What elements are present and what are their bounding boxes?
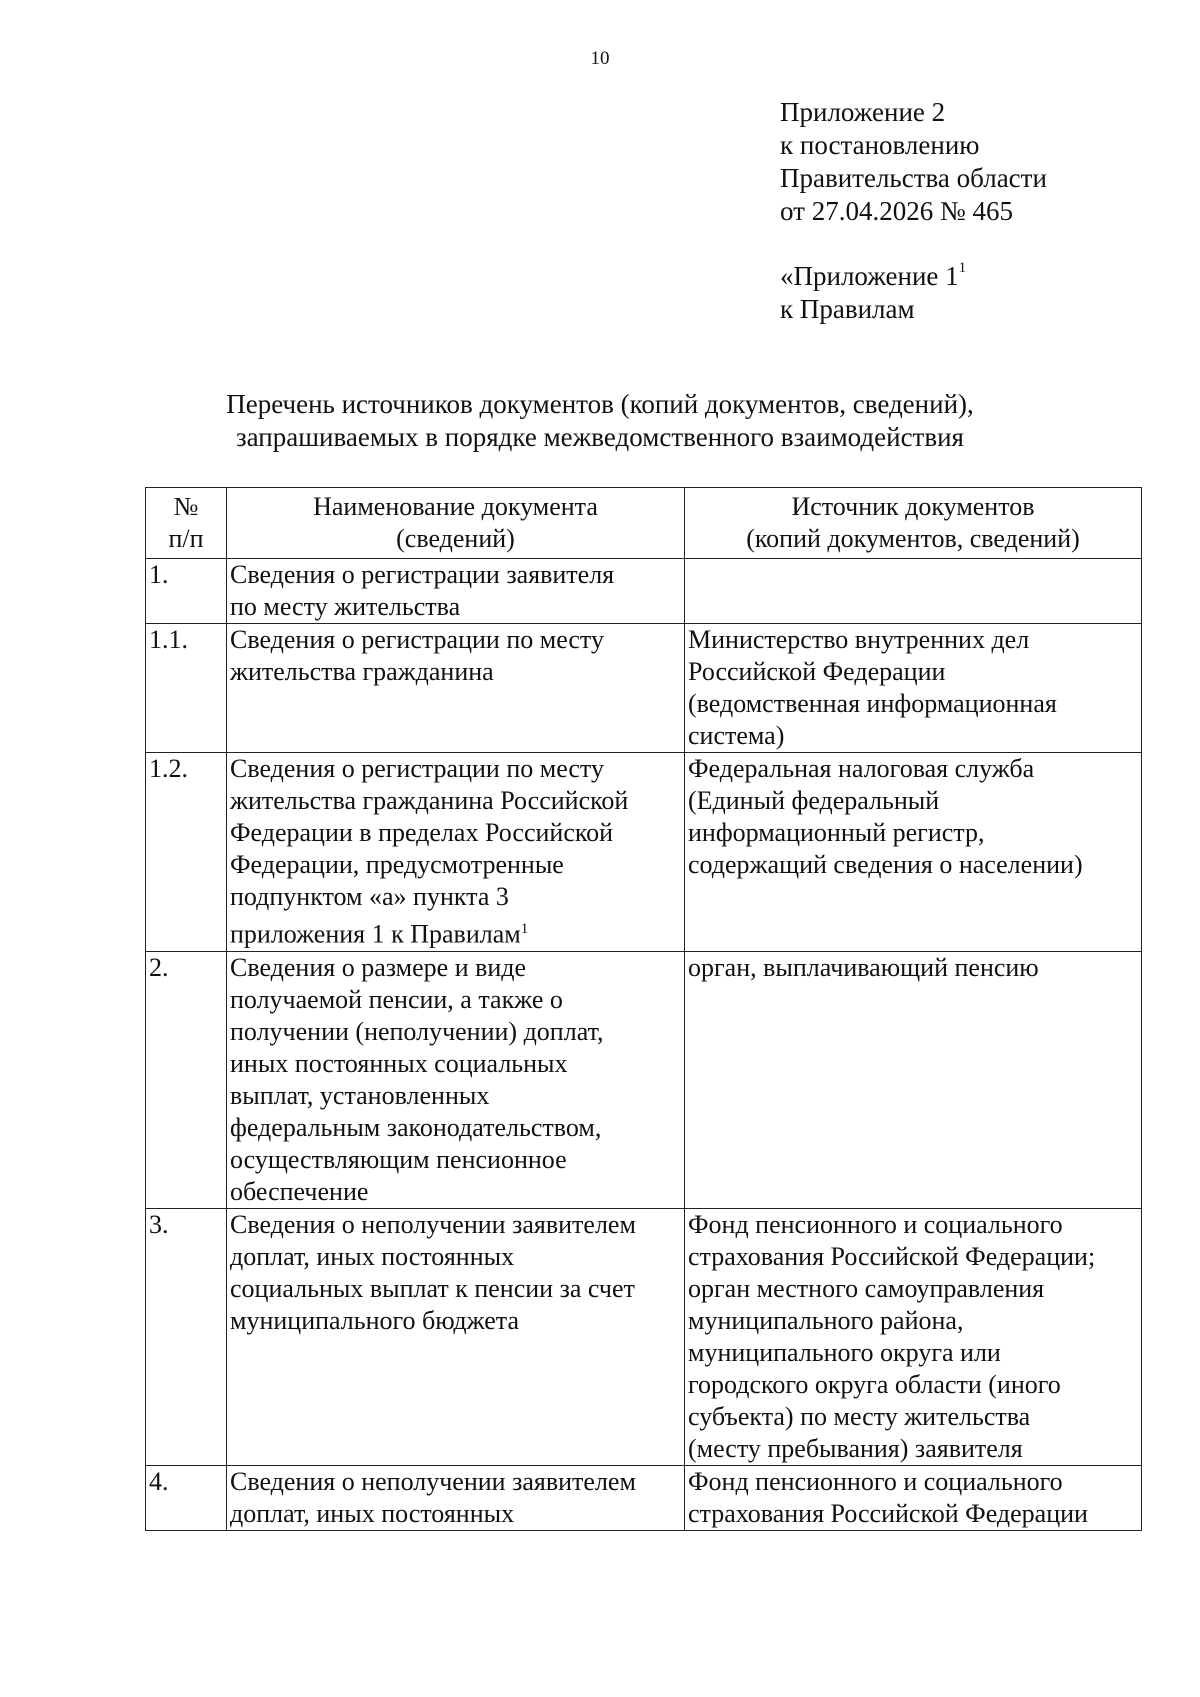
row-number: 1. bbox=[146, 559, 227, 624]
row-number: 3. bbox=[146, 1208, 227, 1465]
appendix-line: к Правилам bbox=[780, 294, 915, 324]
page-number: 10 bbox=[590, 48, 610, 69]
row-number: 1.2. bbox=[146, 753, 227, 952]
row-document-name: Сведения о неполучении заявителем доплат, иных постоянных социальных выплат к пенсии за счет муниципального бюджета bbox=[227, 1208, 685, 1465]
row-number: 1.1. bbox=[146, 624, 227, 753]
appendix-line: к постановлению bbox=[780, 130, 980, 160]
row-document-name bbox=[227, 753, 685, 952]
row-number: 4. bbox=[146, 1465, 227, 1530]
sources-table bbox=[145, 487, 1142, 1531]
appendix-line: Правительства области bbox=[780, 163, 1047, 193]
row-source: орган, выплачивающий пенсию bbox=[685, 951, 1142, 1208]
row-document-name: Сведения о регистрации по месту жительства гражданина bbox=[227, 624, 685, 753]
row-document-name: Сведения о неполучении заявителем доплат, иных постоянных bbox=[227, 1465, 685, 1530]
header-source: Источник документов (копий документов, сведений) bbox=[685, 488, 1142, 559]
appendix-block bbox=[780, 96, 1047, 326]
row-document-name-text: Сведения о регистрации по месту жительства гражданина Российской Федерации в пределах Российской Федерации, предусмотренные подпунктом «а» пункта 3 приложения 1 к Правилам bbox=[230, 754, 629, 949]
row-source: Федеральная налоговая служба (Единый федеральный информационный регистр, содержащий сведения о населении) bbox=[685, 753, 1142, 952]
table-header-row bbox=[146, 488, 1142, 559]
row-document-name: Сведения о размере и виде получаемой пенсии, а также о получении (неполучении) доплат, иных постоянных социальных выплат, установленных федеральным законодательством, осуществляющим пенсионное обеспечение bbox=[227, 951, 685, 1208]
table-row bbox=[146, 753, 1142, 952]
appendix-reference-superscript: 1 bbox=[958, 260, 967, 276]
footnote-superscript: 1 bbox=[520, 921, 529, 937]
table-row bbox=[146, 951, 1142, 1208]
header-number: № п/п bbox=[146, 488, 227, 559]
table-row bbox=[146, 1208, 1142, 1465]
table-row bbox=[146, 559, 1142, 624]
row-document-name: Сведения о регистрации заявителя по месту жительства bbox=[227, 559, 685, 624]
appendix-line: от 27.04.2026 № 465 bbox=[780, 196, 1013, 226]
row-source bbox=[685, 559, 1142, 624]
header-document-name: Наименование документа (сведений) bbox=[227, 488, 685, 559]
appendix-reference-text: «Приложение 1 bbox=[780, 261, 959, 291]
table-row bbox=[146, 624, 1142, 753]
appendix-reference-line bbox=[780, 255, 1047, 293]
row-source: Министерство внутренних дел Российской Федерации (ведомственная информационная система) bbox=[685, 624, 1142, 753]
table-row bbox=[146, 1465, 1142, 1530]
title-line: запрашиваемых в порядке межведомственного взаимодействия bbox=[236, 422, 964, 452]
title-line: Перечень источников документов (копий документов, сведений), bbox=[226, 389, 974, 419]
document-title bbox=[0, 388, 1200, 454]
row-source: Фонд пенсионного и социального страхования Российской Федерации bbox=[685, 1465, 1142, 1530]
appendix-line: Приложение 2 bbox=[780, 97, 946, 127]
row-source: Фонд пенсионного и социального страхования Российской Федерации; орган местного самоуправления муниципального района, муниципального округа или городского округа области (иного субъекта) по месту жительства (месту пребывания) заявителя bbox=[685, 1208, 1142, 1465]
row-number: 2. bbox=[146, 951, 227, 1208]
